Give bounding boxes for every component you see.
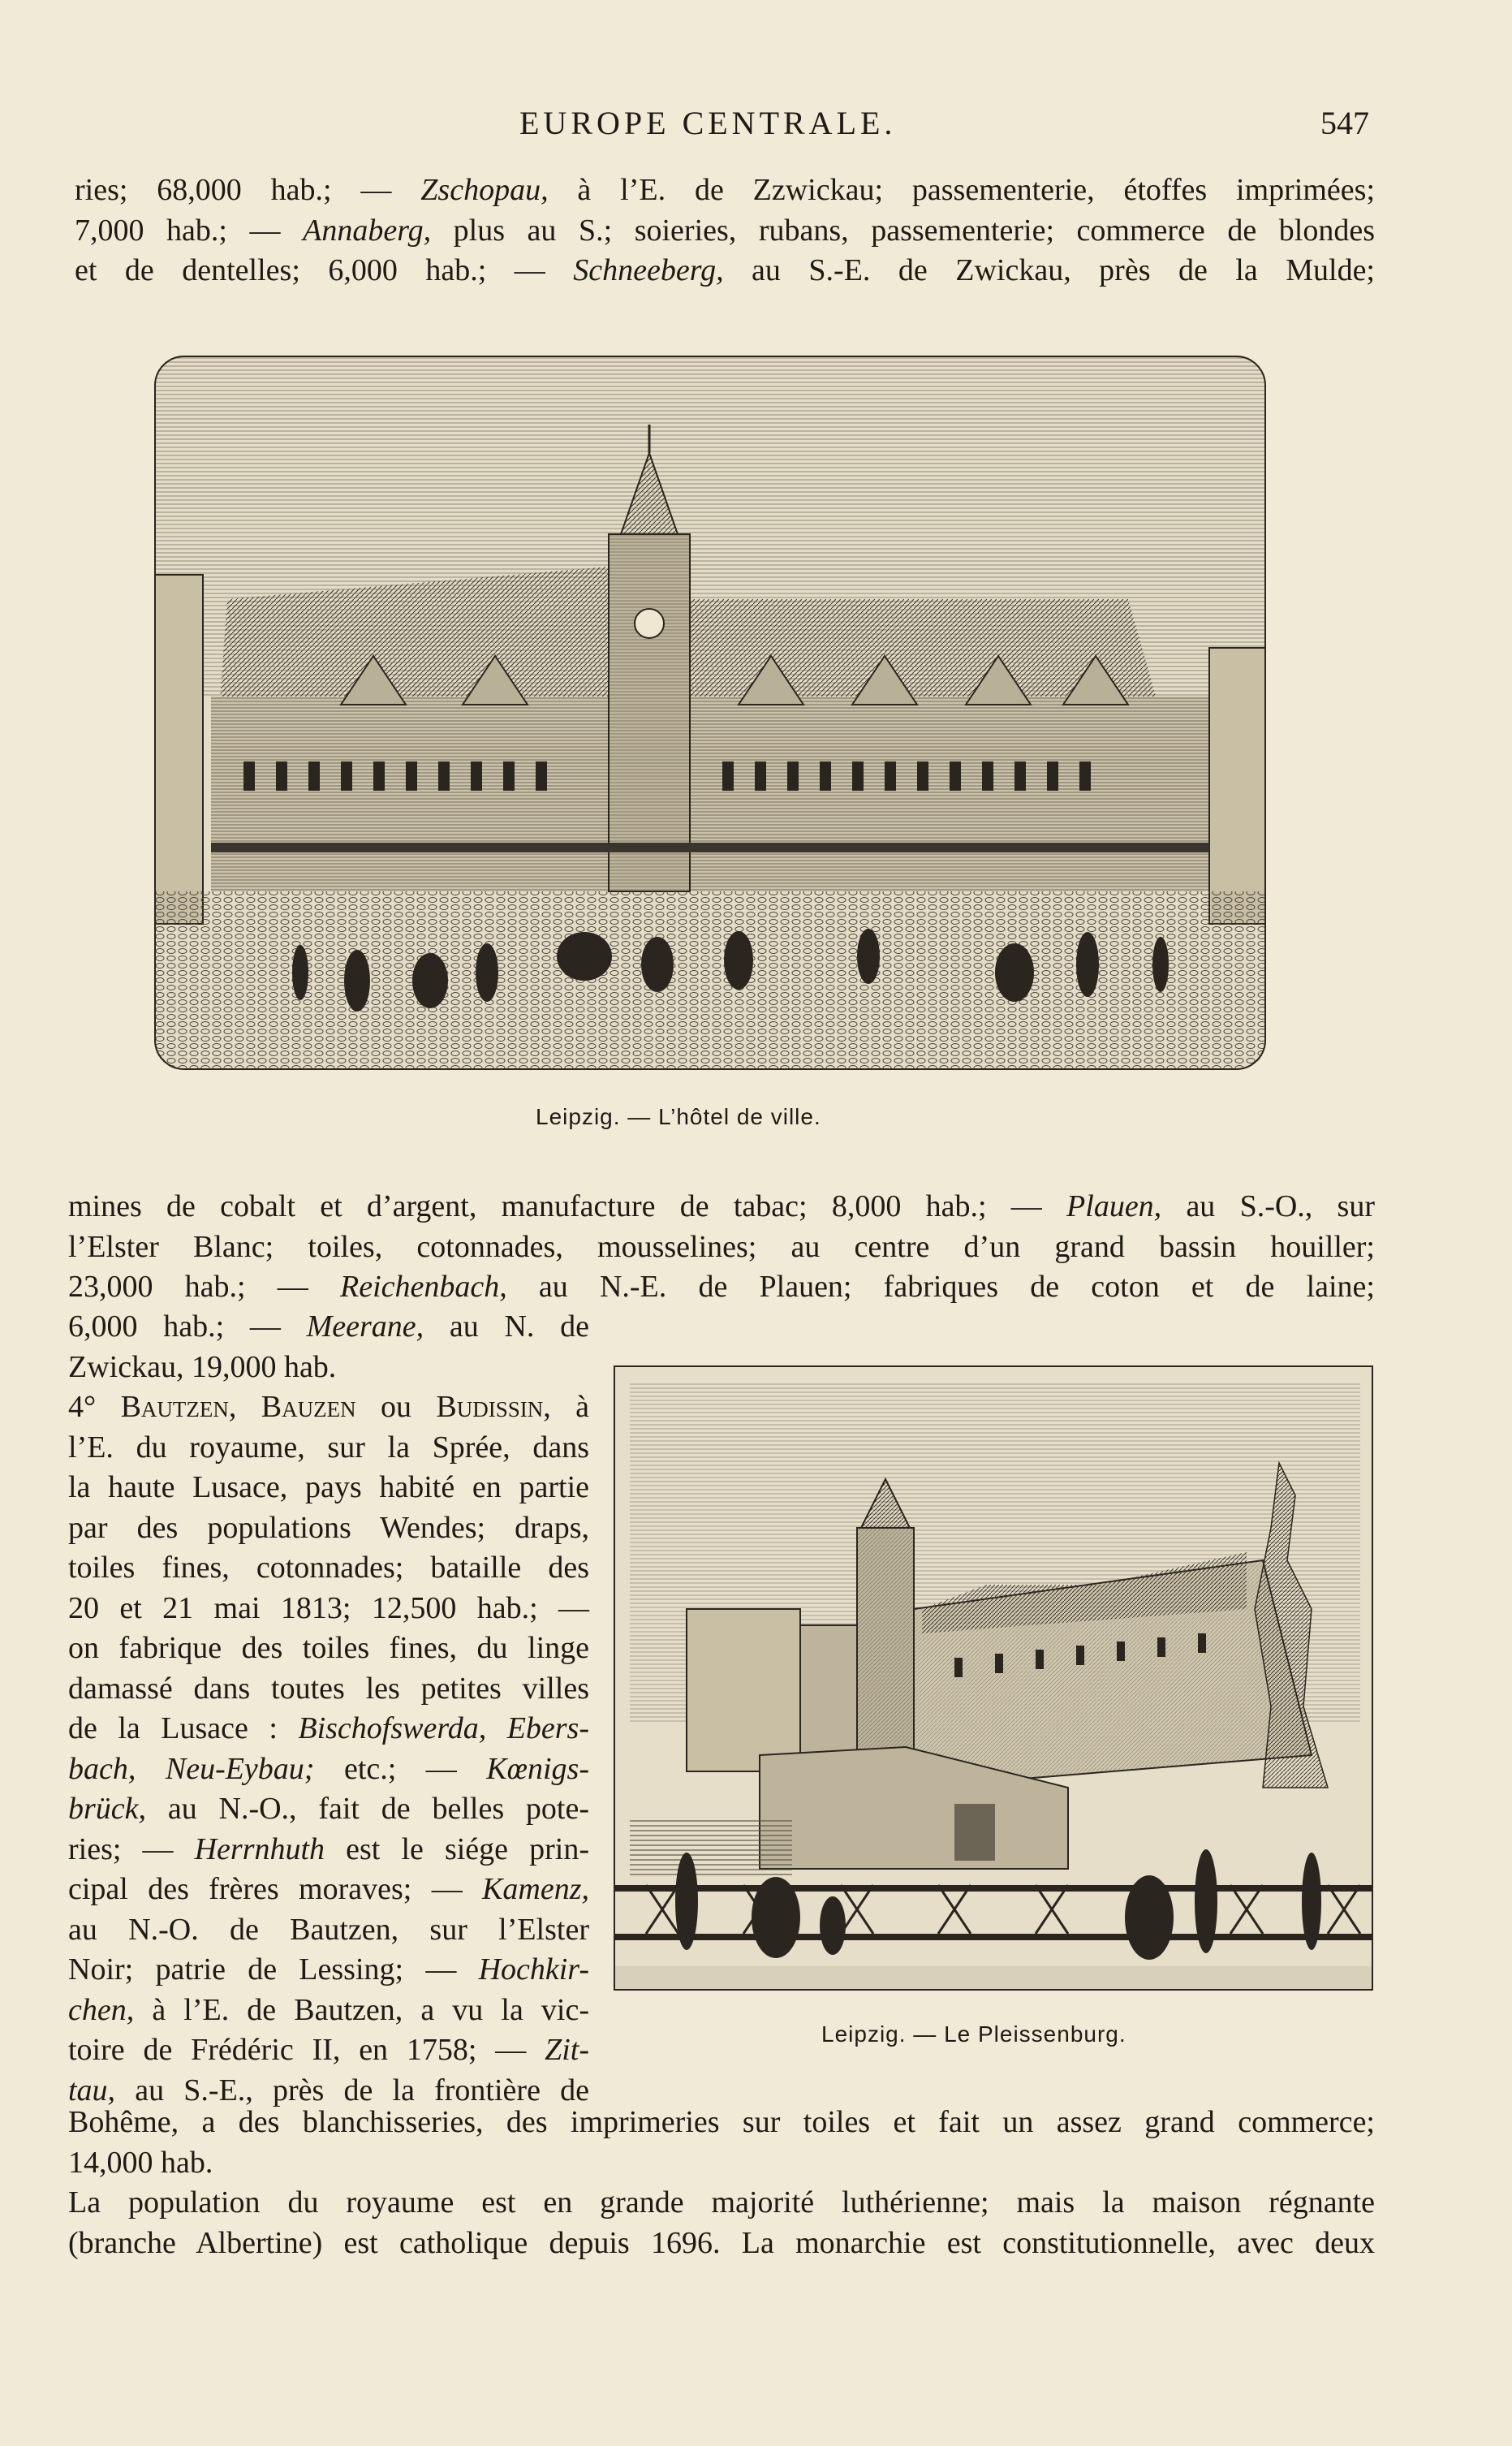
text-run: au N.-E. de Plauen; fabriques de coton et de laine; (506, 1270, 1375, 1304)
text-run: 6,000 hab.; — (68, 1309, 307, 1344)
text-line (68, 1428, 589, 1469)
page-number: 547 (1320, 105, 1369, 141)
text-run: à l’E. de Zzwickau; passementerie, étoffes imprimées; (548, 173, 1375, 207)
text-run: 14,000 hab. (68, 2145, 213, 2180)
caption-pleissenburg: Leipzig. — Le Pleissenburg. (821, 2021, 1126, 2047)
text-run: bach, Neu-Eybau; (68, 1751, 315, 1786)
text-run: à l’E. de Bautzen, a vu la vic- (134, 1992, 589, 2027)
running-title: EUROPE CENTRALE. (519, 105, 897, 141)
text-run: Noir; patrie de Lessing; — (68, 1952, 479, 1987)
text-run: au N. de (424, 1309, 589, 1344)
text-line (68, 1669, 589, 1710)
text-line (68, 1387, 589, 1428)
caption-town-hall: Leipzig. — L’hôtel de ville. (536, 1104, 821, 1129)
text-run: la haute Lusace, pays habité en partie (68, 1470, 589, 1504)
text-run: (branche Albertine) est catholique depuis 1696. La monarchie est constitutionnelle, avec deux (68, 2225, 1375, 2260)
text-run: Bischofswerda, Ebers- (298, 1711, 590, 1745)
text-run: au N.-O., fait de belles pote- (146, 1792, 589, 1826)
text-run: de la Lusace : (68, 1711, 299, 1745)
text-run: Kœnigs- (486, 1751, 589, 1786)
text-line (68, 1950, 589, 1991)
text-line (68, 2143, 1375, 2184)
text-run: Zwickau, 19,000 hab. (68, 1349, 337, 1384)
figure-pleissenburg (614, 1365, 1373, 1991)
text-run: Meerane, (306, 1309, 424, 1344)
text-line (68, 1589, 589, 1629)
text-run: La population du royaume est en grande majorité luthérienne; mais la maison régnante (68, 2185, 1375, 2220)
text-run: on fabrique des toiles fines, du linge (68, 1631, 589, 1665)
text-line (68, 1348, 589, 1388)
text-run: Reichenbach, (339, 1270, 507, 1304)
paragraph-middle (68, 1187, 1375, 1308)
text-line (68, 1749, 589, 1790)
text-run: est le siége prin- (325, 1831, 589, 1866)
text-run: ou (355, 1390, 437, 1424)
text-run: à (550, 1390, 589, 1424)
text-run: au N.-O. de Bautzen, sur l’Elster (68, 1912, 589, 1947)
text-run: toiles fines, cotonnades; bataille des (68, 1551, 589, 1585)
text-run: mines de cobalt et d’argent, manufacture de tabac; 8,000 hab.; — (68, 1189, 1067, 1223)
paragraph-column (68, 1307, 589, 2111)
text-line (75, 251, 1375, 291)
text-run: brück, (68, 1792, 147, 1826)
text-line (68, 1227, 1375, 1268)
text-run: Zit- (545, 2033, 589, 2067)
text-run: Kamenz, (482, 1872, 589, 1906)
text-run: 23,000 hab.; — (68, 1270, 340, 1304)
text-line (68, 1629, 589, 1669)
text-run: damassé dans toutes les petites villes (68, 1671, 589, 1706)
text-line (68, 2183, 1375, 2224)
text-run: toire de Frédéric II, en 1758; — (68, 2033, 545, 2067)
text-line (68, 1789, 589, 1830)
text-line (68, 1468, 589, 1508)
text-line (68, 1187, 1375, 1227)
text-line (68, 2030, 589, 2071)
paragraph-bottom (68, 2103, 1375, 2263)
leipzig-town-hall-engraving-image (154, 356, 1266, 1070)
text-line (68, 1910, 589, 1951)
running-head (0, 104, 1512, 153)
text-run: par des populations Wendes; draps, (68, 1510, 589, 1545)
text-run: Schneeberg, (573, 253, 724, 287)
text-run: tau, (68, 2073, 116, 2107)
text-run: Budissin, (436, 1390, 551, 1424)
text-run: Plauen, (1066, 1189, 1162, 1223)
text-run: 7,000 hab.; — (75, 213, 304, 248)
text-line (68, 1709, 589, 1749)
text-run: ries; 68,000 hab.; — (75, 173, 421, 207)
figure-town-hall (154, 356, 1266, 1070)
leipzig-pleissenburg-engraving-image (614, 1365, 1373, 1991)
text-run: 4° (68, 1390, 121, 1424)
text-line (68, 1267, 1375, 1308)
text-line (75, 170, 1375, 211)
text-run: etc.; — (314, 1751, 487, 1786)
text-line (75, 211, 1375, 252)
text-run: et de dentelles; 6,000 hab.; — (75, 253, 574, 287)
text-run: Bohême, a des blanchisseries, des imprimeries sur toiles et fait un assez grand commerce; (68, 2105, 1375, 2139)
text-line (68, 1870, 589, 1910)
text-run: ries; — (68, 1831, 195, 1866)
text-line (68, 2224, 1375, 2264)
text-run: chen, (68, 1992, 135, 2027)
text-run: Bautzen, Bauzen (120, 1390, 356, 1424)
text-run: Herrnhuth (194, 1831, 325, 1866)
text-line (68, 1830, 589, 1870)
text-line (68, 1548, 589, 1589)
text-line (68, 1307, 589, 1348)
text-run: plus au S.; soieries, rubans, passementerie; commerce de blondes (431, 213, 1375, 248)
text-run: au S.-O., sur (1161, 1189, 1375, 1223)
text-run: l’Elster Blanc; toiles, cotonnades, mousselines; au centre d’un grand bassin houiller; (68, 1229, 1375, 1264)
text-run: Zschopau, (420, 173, 549, 207)
text-run: l’E. du royaume, sur la Sprée, dans (68, 1430, 589, 1465)
text-run: au S.-E., près de la frontière de (115, 2073, 589, 2107)
text-run: Hochkir- (478, 1952, 589, 1987)
text-run: 20 et 21 mai 1813; 12,500 hab.; — (68, 1590, 589, 1625)
text-line (68, 1508, 589, 1549)
text-run: au S.-E. de Zwickau, près de la Mulde; (723, 253, 1375, 287)
text-run: cipal des frères moraves; — (68, 1872, 483, 1906)
text-line (68, 2103, 1375, 2143)
text-run: Annaberg, (303, 213, 432, 248)
paragraph-top (75, 170, 1375, 291)
text-line (68, 1991, 589, 2031)
